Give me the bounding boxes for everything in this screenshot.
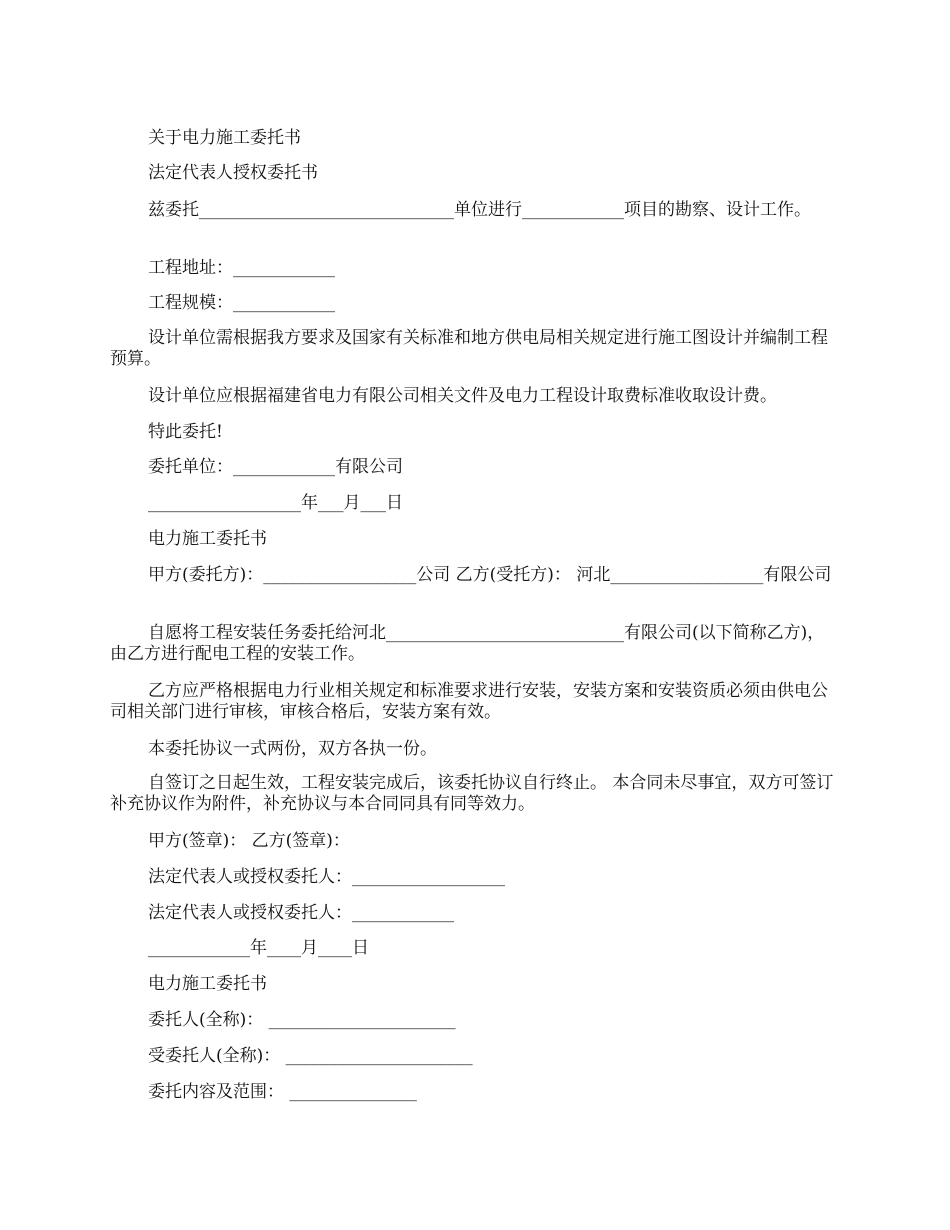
- signature-line: 甲方(签章)： 乙方(签章)：: [148, 831, 350, 851]
- paragraph: 自签订之日起生效，工程安装完成后，该委托协议自行终止。 本合同未尽事宜，双方可签订补充协议作为附件，补充协议与本合同同具有同等效力。: [110, 773, 834, 814]
- paragraph: 委托人(全称)： ______________________: [148, 1010, 456, 1030]
- paragraph: 工程地址：____________: [148, 258, 335, 278]
- paragraph: 委托内容及范围： _______________: [148, 1082, 417, 1102]
- paragraph: 受委托人(全称)： ______________________: [148, 1046, 473, 1066]
- section-heading: 法定代表人授权委托书: [148, 163, 318, 183]
- paragraph: 自愿将工程安装任务委托给河北____________________________有限公司(以下简称乙方)，由乙方进行配电工程的安装工作。: [110, 623, 825, 664]
- paragraph: 设计单位应根据福建省电力有限公司相关文件及电力工程设计取费标准收取设计费。: [148, 386, 777, 406]
- paragraph: 乙方应严格根据电力行业相关规定和标准要求进行安装，安装方案和安装资质必须由供电公司相关部门进行审核，审核合格后，安装方案有效。: [110, 681, 828, 722]
- paragraph: 甲方(委托方)：__________________公司 乙方(受托方)： 河北__________________有限公司: [148, 565, 832, 585]
- doc-title: 关于电力施工委托书: [148, 128, 301, 148]
- paragraph: 工程规模：____________: [148, 293, 335, 313]
- paragraph: 特此委托!: [148, 422, 223, 442]
- section-heading: 电力施工委托书: [148, 974, 267, 994]
- paragraph: 本委托协议一式两份，双方各执一份。: [148, 739, 437, 759]
- paragraph: 委托单位：____________有限公司: [148, 457, 403, 477]
- signature-line: 法定代表人或授权委托人：__________________: [148, 867, 505, 887]
- date-line: ____________年____月____日: [148, 938, 369, 958]
- section-heading: 电力施工委托书: [148, 529, 267, 549]
- paragraph: 兹委托______________________________单位进行____________项目的勘察、设计工作。: [148, 200, 811, 220]
- date-line: __________________年___月___日: [148, 493, 403, 513]
- signature-line: 法定代表人或授权委托人：____________: [148, 903, 454, 923]
- paragraph: 设计单位需根据我方要求及国家有关标准和地方供电局相关规定进行施工图设计并编制工程预算。: [110, 328, 828, 369]
